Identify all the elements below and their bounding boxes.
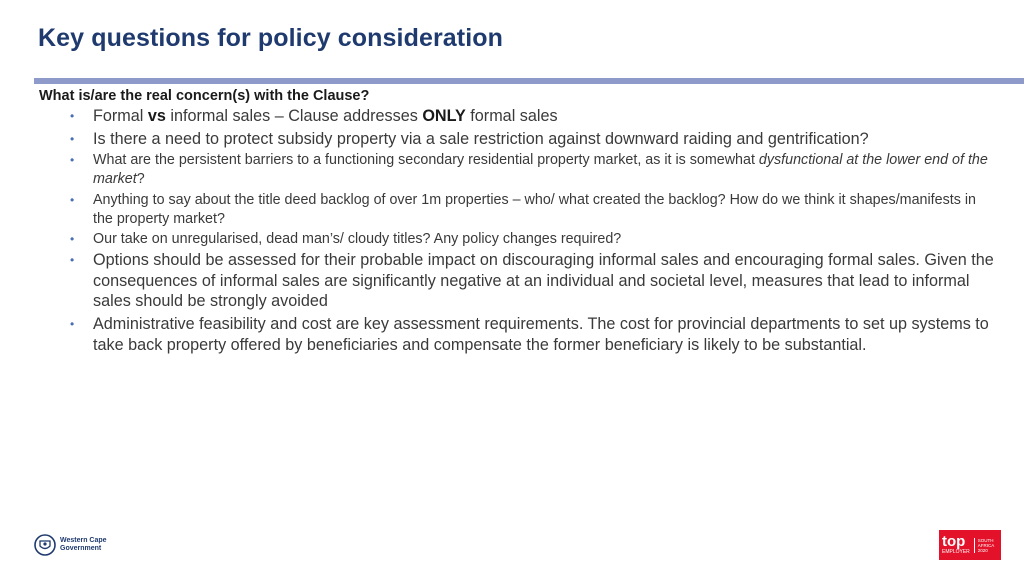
question-heading: What is/are the real concern(s) with the Clause? — [39, 88, 370, 104]
bullet-item-options-assessment: • Options should be assessed for their probable impact on discouraging informal sales and encouraging formal sales. Given the consequences of informal sales are significantly negative at an individual and societal level, measures that lead to informal sales should be strongly avoided — [39, 250, 999, 312]
bullet-item-administrative-feasibility: • Administrative feasibility and cost are key assessment requirements. The cost for provincial departments to set up systems to take back property offered by beneficiaries and compensate the former beneficiary is likely to be substantial. — [39, 314, 999, 355]
bullet-item-title-deed-backlog: • Anything to say about the title deed backlog of over 1m properties – who/ what created the backlog? How do we think it shapes/manifests in the property market? — [39, 191, 999, 229]
logo-line-1: Western Cape — [60, 537, 107, 544]
bullet-item-subsidy-protection: • Is there a need to protect subsidy property via a sale restriction against downward raiding and gentrification? — [39, 129, 999, 150]
badge-main-text: top — [942, 533, 966, 550]
bullet-emphasis: vs — [147, 107, 166, 125]
bullet-item-formal-vs-informal — [39, 106, 999, 127]
bullet-text: informal sales – Clause addresses — [165, 107, 423, 125]
title-divider — [34, 78, 1024, 84]
top-employer-badge — [939, 530, 1001, 560]
bullet-text: ? — [136, 171, 145, 188]
logo-line-2: Government — [60, 545, 102, 552]
bullet-text: Formal — [93, 107, 148, 125]
bullet-italic-text: dysfunctional at the lower end of the market — [93, 152, 988, 188]
badge-detail-3: 2020 — [977, 547, 988, 553]
bullet-item-cloudy-titles: • Our take on unregularised, dead man’s/ cloudy titles? Any policy changes required? — [39, 230, 999, 249]
bullet-text: formal sales — [465, 107, 558, 125]
badge-detail-1: SOUTH — [977, 537, 994, 543]
crest-icon — [34, 534, 56, 556]
bullet-text: What are the persistent barriers to a functioning secondary residential property market, as it is somewhat — [93, 152, 759, 169]
bullet-list — [39, 106, 999, 355]
badge-detail-2: AFRICA — [977, 542, 995, 548]
slide-content — [39, 88, 999, 357]
bullet-item-persistent-barriers — [39, 151, 999, 189]
western-cape-government-logo — [34, 534, 107, 556]
slide-title: Key questions for policy consideration — [38, 24, 503, 52]
bullet-emphasis: ONLY — [422, 107, 466, 125]
badge-sub-text: EMPLOYER — [942, 549, 970, 555]
